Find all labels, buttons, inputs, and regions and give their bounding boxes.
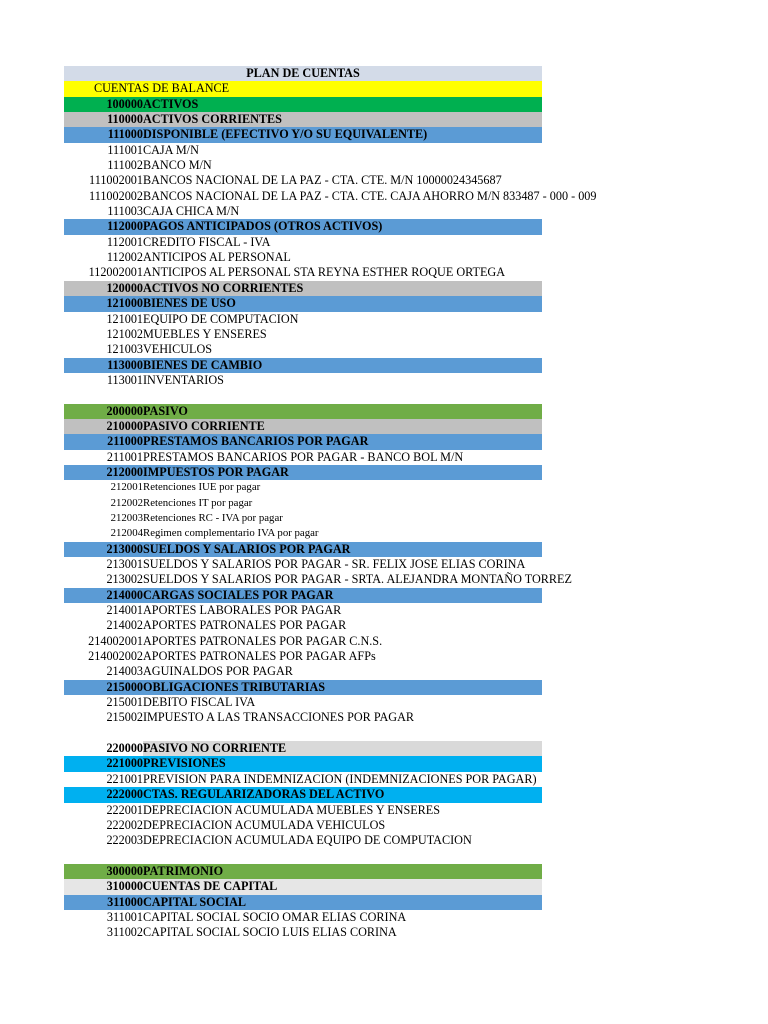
account-code: 222003 [106, 833, 143, 848]
account-description: PREVISIONES [143, 756, 226, 771]
account-row [64, 572, 572, 587]
plan-title-text: PLAN DE CUENTAS [246, 66, 360, 80]
account-code: 121003 [106, 342, 143, 357]
chart-of-accounts-sheet [64, 66, 597, 941]
account-code: 110000 [107, 112, 143, 127]
account-description: PASIVO [143, 403, 188, 418]
account-code: 111002002 [89, 188, 143, 203]
account-group-header [64, 879, 542, 894]
blank-row [64, 388, 542, 403]
account-code: 213001 [106, 557, 143, 571]
account-description: BANCO M/N [143, 158, 212, 173]
account-description: PRESTAMOS BANCARIOS POR PAGAR [143, 434, 369, 449]
plan-title [64, 66, 542, 81]
account-description: CREDITO FISCAL - IVA [143, 234, 271, 249]
account-description: PASIVO CORRIENTE [143, 418, 265, 433]
account-row [64, 818, 542, 833]
account-code: 220000 [106, 741, 143, 756]
account-row [64, 803, 542, 818]
account-code: 215001 [106, 695, 143, 710]
account-code: 112001 [106, 234, 143, 249]
account-description: BANCOS NACIONAL DE LA PAZ - CTA. CTE. M/N 10000024345687 [143, 173, 502, 188]
blank-row [64, 849, 542, 864]
account-code: 222001 [106, 802, 143, 817]
account-row [64, 925, 542, 940]
account-description: CAJA M/N [143, 142, 199, 157]
account-code: 215000 [106, 679, 143, 694]
account-description: CAPITAL SOCIAL [143, 894, 247, 909]
account-description: CUENTAS DE CAPITAL [143, 879, 278, 894]
account-description: Retenciones RC - IVA por pagar [143, 511, 283, 524]
account-description: DEPRECIACION ACUMULADA EQUIPO DE COMPUTACION [143, 833, 472, 848]
account-description: CAJA CHICA M/N [143, 204, 240, 219]
account-code: 121002 [106, 326, 143, 341]
account-code: 214002002 [88, 649, 143, 664]
account-row [64, 327, 542, 342]
account-row [64, 480, 542, 495]
account-description: IMPUESTO A LAS TRANSACCIONES POR PAGAR [143, 710, 415, 725]
account-code: 311002 [106, 925, 143, 940]
account-code: 214001 [106, 603, 143, 618]
account-group-header [64, 97, 542, 112]
account-row [64, 649, 542, 664]
account-group-header [64, 419, 542, 434]
account-description: DISPONIBLE (EFECTIVO Y/O SU EQUIVALENTE) [143, 127, 428, 142]
account-description: AGUINALDOS POR PAGAR [143, 664, 293, 679]
account-group-header [64, 741, 542, 756]
account-description: Retenciones IT por pagar [143, 496, 253, 509]
account-code: 121000 [106, 296, 143, 311]
account-code: 112002 [106, 250, 143, 265]
account-description: APORTES LABORALES POR PAGAR [143, 603, 342, 618]
section-cuentas-de-balance [64, 81, 542, 96]
account-description: Regimen complementario IVA por pagar [143, 527, 319, 540]
account-description: OBLIGACIONES TRIBUTARIAS [143, 679, 326, 694]
account-row [64, 634, 542, 649]
account-code: 311001 [106, 909, 143, 924]
account-description: ACTIVOS [143, 96, 199, 111]
account-row [64, 450, 542, 465]
account-description: DEBITO FISCAL IVA [143, 695, 256, 710]
account-description: CUENTAS DE BALANCE [94, 81, 230, 96]
account-code: 212001 [110, 481, 143, 494]
account-row [64, 710, 542, 725]
account-row [64, 526, 542, 541]
account-row [64, 557, 542, 572]
account-row [64, 188, 597, 204]
account-code: 111000 [107, 127, 143, 142]
account-code: 213002 [106, 572, 143, 587]
blank-row [64, 726, 542, 741]
account-description: INVENTARIOS [143, 372, 224, 387]
account-description: ANTICIPOS AL PERSONAL [143, 250, 291, 265]
account-description: IMPUESTOS POR PAGAR [143, 464, 289, 479]
account-row [64, 342, 542, 357]
account-code: 212000 [106, 464, 143, 479]
account-code: 200000 [106, 403, 143, 418]
account-code: 113000 [107, 357, 143, 372]
account-description: APORTES PATRONALES POR PAGAR [143, 618, 347, 633]
account-code: 111002001 [89, 173, 143, 188]
account-code: 214002001 [88, 633, 143, 648]
account-code: 112002001 [88, 265, 143, 280]
account-code: 212003 [110, 511, 143, 524]
account-code: 221000 [106, 756, 143, 771]
account-description: MUEBLES Y ENSERES [143, 326, 267, 341]
account-code: 222000 [106, 787, 143, 802]
account-group-header [64, 281, 542, 296]
account-description: CAPITAL SOCIAL SOCIO LUIS ELIAS CORINA [143, 925, 397, 940]
account-description: DEPRECIACION ACUMULADA MUEBLES Y ENSERES [143, 802, 441, 817]
account-row [64, 695, 542, 710]
account-description: PAGOS ANTICIPADOS (OTROS ACTIVOS) [143, 219, 383, 234]
account-code: 311000 [107, 894, 143, 909]
account-row [64, 910, 542, 925]
account-description: ACTIVOS NO CORRIENTES [143, 280, 304, 295]
account-description: ACTIVOS CORRIENTES [143, 112, 282, 127]
account-description: CTAS. REGULARIZADORAS DEL ACTIVO [143, 787, 385, 802]
account-group-header [64, 127, 542, 142]
account-row [64, 265, 542, 280]
account-code: 300000 [106, 863, 143, 878]
account-description: VEHICULOS [143, 342, 213, 357]
account-code: 113001 [106, 372, 143, 387]
account-row [64, 312, 542, 327]
account-group-header [64, 542, 542, 557]
account-code: 214003 [106, 664, 143, 679]
account-code: 111002 [107, 158, 143, 173]
account-description: DEPRECIACION ACUMULADA VEHICULOS [143, 817, 386, 832]
account-group-header [64, 864, 542, 879]
account-group-header [64, 787, 542, 802]
account-row [64, 235, 542, 250]
account-description: PRESTAMOS BANCARIOS POR PAGAR - BANCO BOL M/N [143, 449, 464, 464]
account-row [64, 511, 542, 526]
account-description: APORTES PATRONALES POR PAGAR AFPs [143, 649, 376, 664]
account-description: BANCOS NACIONAL DE LA PAZ - CTA. CTE. CAJA AHORRO M/N 833487 - 000 - 009 [143, 188, 597, 203]
account-description: SUELDOS Y SALARIOS POR PAGAR - SRTA. ALEJANDRA MONTAÑO TORREZ [143, 572, 572, 587]
account-code: 120000 [106, 280, 143, 295]
account-code: 121001 [106, 311, 143, 326]
account-group-header [64, 756, 542, 771]
account-group-header [64, 434, 542, 449]
account-row [64, 496, 542, 511]
account-code: 212004 [110, 527, 143, 540]
account-description: EQUIPO DE COMPUTACION [143, 311, 299, 326]
account-group-header [64, 219, 542, 234]
account-code: 210000 [106, 418, 143, 433]
account-row [64, 664, 542, 679]
account-code: 214002 [106, 618, 143, 633]
account-group-header [64, 680, 542, 695]
account-description: APORTES PATRONALES POR PAGAR C.N.S. [143, 633, 383, 648]
account-code: 111003 [107, 204, 143, 219]
account-group-header [64, 465, 542, 480]
account-description: PATRIMONIO [143, 863, 224, 878]
account-code: 215002 [106, 710, 143, 725]
account-row [64, 373, 542, 388]
account-description: CARGAS SOCIALES POR PAGAR [143, 587, 334, 602]
account-code: 111001 [107, 142, 143, 157]
account-group-header [64, 358, 542, 373]
account-code: 211000 [107, 434, 143, 449]
account-row [64, 603, 542, 618]
account-code: 310000 [106, 879, 143, 894]
account-code: 112000 [107, 219, 143, 234]
account-code: 214000 [106, 587, 143, 602]
account-code: 213000 [106, 541, 143, 556]
account-group-header [64, 112, 542, 127]
account-group-header [64, 404, 542, 419]
account-code: 100000 [106, 96, 143, 111]
account-description: PASIVO NO CORRIENTE [143, 741, 287, 756]
account-description: PREVISION PARA INDEMNIZACION (INDEMNIZACIONES POR PAGAR) [143, 771, 537, 786]
account-code: 211001 [106, 449, 143, 464]
account-description: CAPITAL SOCIAL SOCIO OMAR ELIAS CORINA [143, 909, 407, 924]
account-row [64, 833, 542, 848]
account-description: ANTICIPOS AL PERSONAL STA REYNA ESTHER ROQUE ORTEGA [143, 265, 506, 280]
account-row [64, 158, 542, 173]
account-description: SUELDOS Y SALARIOS POR PAGAR [143, 541, 351, 556]
account-code: 221001 [106, 771, 143, 786]
account-row [64, 143, 542, 158]
account-row [64, 173, 542, 188]
account-row [64, 772, 542, 787]
account-group-header [64, 588, 542, 603]
account-group-header [64, 296, 542, 311]
account-row [64, 618, 542, 633]
account-description: Retenciones IUE por pagar [143, 481, 261, 494]
account-description: BIENES DE CAMBIO [143, 357, 263, 372]
account-description: SUELDOS Y SALARIOS POR PAGAR - SR. FELIX JOSE ELIAS CORINA [143, 557, 526, 571]
account-row [64, 250, 542, 265]
account-code: 212002 [110, 496, 143, 509]
account-description: BIENES DE USO [143, 296, 236, 311]
account-row [64, 204, 542, 219]
account-group-header [64, 895, 542, 910]
account-code: 222002 [106, 817, 143, 832]
